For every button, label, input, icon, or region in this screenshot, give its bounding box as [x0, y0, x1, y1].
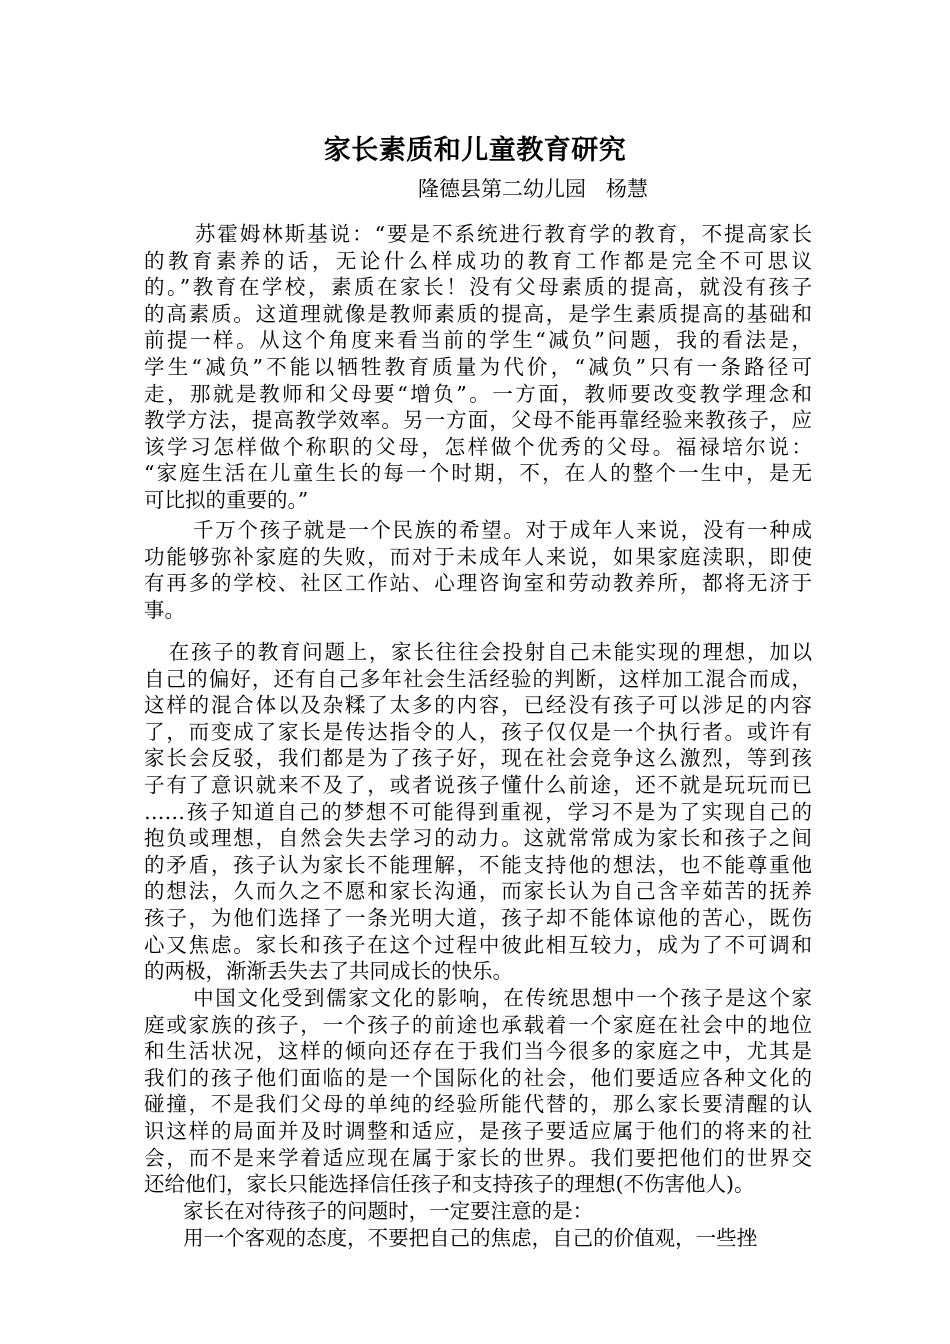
text-line: 有再多的学校、社区工作站、心理咨询室和劳动教养所，都将无济于 [144, 571, 812, 596]
text-line: 碰撞，不是我们父母的单纯的经验所能代替的，那么家长要清醒的认 [144, 1092, 812, 1117]
text-line: 会，而不是来学着适应现在属于家长的世界。我们要把他们的世界交 [144, 1145, 812, 1170]
text-line: 这样的混合体以及杂糅了太多的内容，已经没有孩子可以涉足的内容 [144, 693, 812, 718]
text-line: 走，那就是教师和父母要“增负”。一方面，教师要改变教学理念和 [144, 381, 812, 406]
text-line: 教学方法，提高教学效率。另一方面，父母不能再靠经验来教孩子，应 [144, 408, 812, 433]
text-line: 还给他们，家长只能选择信任孩子和支持孩子的理想(不伤害他人)。 [144, 1172, 755, 1197]
text-line: 学生“减负”不能以牺牲教育质量为代价，“减负”只有一条路径可 [144, 354, 812, 379]
paragraph-3 [144, 639, 812, 985]
text-line: 的。”教育在学校，素质在家长！没有父母素质的提高，就没有孩子 [144, 275, 812, 300]
text-line: 可比拟的重要的。” [144, 487, 309, 512]
text-line: 了，而变成了家长是传达指令的人，孩子仅仅是一个执行者。或许有 [144, 719, 812, 744]
text-line: 家长会反驳，我们都是为了孩子好，现在社会竞争这么激烈，等到孩 [144, 746, 812, 771]
text-line: ……孩子知道自己的梦想不可能得到重视，学习不是为了实现自己的 [144, 799, 812, 824]
paragraph-2 [144, 517, 812, 623]
paragraph-5 [144, 1198, 812, 1225]
text-line: 孩子，为他们选择了一条光明大道，孩子却不能体谅他的苦心，既伤 [144, 905, 812, 930]
text-line: 的想法，久而久之不愿和家长沟通，而家长认为自己含辛茹苦的抚养 [144, 879, 812, 904]
text-line: 和生活状况，这样的倾向还存在于我们当今很多的家庭之中，尤其是 [144, 1039, 812, 1064]
paragraph-1 [144, 221, 812, 514]
text-line: 该学习怎样做个称职的父母，怎样做个优秀的父母。福禄培尔说： [144, 434, 812, 459]
text-line: 识这样的局面并及时调整和适应，是孩子要适应属于他们的将来的社 [144, 1118, 812, 1143]
paragraph-6 [144, 1225, 812, 1252]
text-line: 前提一样。从这个角度来看当前的学生“减负”问题，我的看法是， [144, 328, 812, 353]
text-line: 苏霍姆林斯基说：“要是不系统进行教育学的教育，不提高家长 [144, 222, 812, 246]
text-line: 我们的孩子他们面临的是一个国际化的社会，他们要适应各种文化的 [144, 1065, 812, 1090]
text-line: 用一个客观的态度，不要把自己的焦虑，自己的价值观，一些挫 [144, 1226, 758, 1250]
text-line: 庭或家族的孩子，一个孩子的前途也承载着一个家庭在社会中的地位 [144, 1012, 812, 1037]
text-line: 的矛盾，孩子认为家长不能理解，不能支持他的想法，也不能尊重他 [144, 852, 812, 877]
text-line: 千万个孩子就是一个民族的希望。对于成年人来说，没有一种成 [144, 518, 812, 542]
text-line: 子有了意识就来不及了，或者说孩子懂什么前途，还不就是玩玩而已 [144, 772, 812, 797]
text-line: 功能够弥补家庭的失败，而对于未成年人来说，如果家庭渎职，即使 [144, 544, 812, 569]
text-line: “家庭生活在儿童生长的每一个时期，不，在人的整个一生中，是无 [144, 461, 812, 486]
paragraph-4 [144, 985, 812, 1198]
text-line: 的高素质。这道理就像是教师素质的提高，是学生素质提高的基础和 [144, 301, 812, 326]
text-line: 的两极，渐渐丢失去了共同成长的快乐。 [144, 959, 513, 984]
text-line: 心又焦虑。家长和孩子在这个过程中彼此相互较力，成为了不可调和 [144, 932, 812, 957]
text-line: 事。 [144, 597, 185, 622]
text-line: 的教育素养的话，无论什么样成功的教育工作都是完全不可思议 [144, 248, 812, 273]
text-line: 抱负或理想，自然会失去学习的动力。这就常常成为家长和孩子之间 [144, 826, 812, 851]
text-line: 自己的偏好，还有自己多年社会生活经验的判断，这样加工混合而成， [144, 666, 812, 691]
author-byline: 隆德县第二幼儿园 杨慧 [418, 177, 649, 201]
text-line: 中国文化受到儒家文化的影响，在传统思想中一个孩子是这个家 [144, 986, 812, 1010]
document-title: 家长素质和儿童教育研究 [323, 135, 627, 166]
text-line: 在孩子的教育问题上，家长往往会投射自己未能实现的理想，加以 [144, 640, 812, 664]
text-line: 家长在对待孩子的问题时，一定要注意的是： [144, 1199, 594, 1223]
